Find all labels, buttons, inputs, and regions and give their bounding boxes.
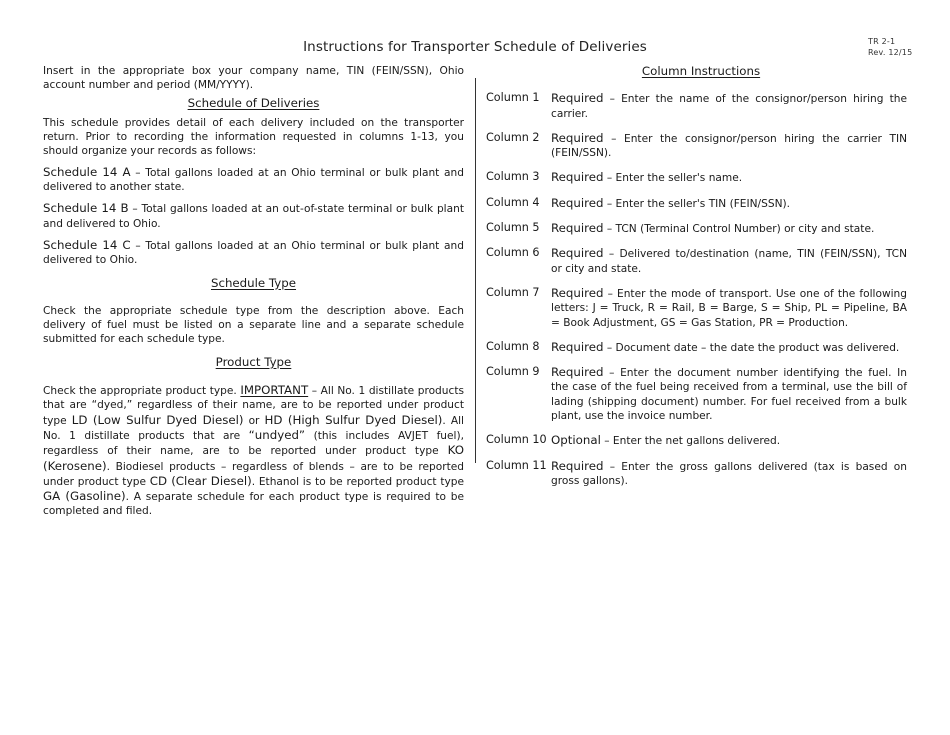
column-description-text: – Enter the mode of transport. Use one of the following letters: J = Truck, R = Rail, B = Barge, S = Ship, PL = Pipeline, BA = Book Adjustment, GS = Gas Station, PR = Production. bbox=[551, 287, 907, 329]
column-description bbox=[551, 433, 907, 448]
product-code-ld: LD (Low Sulfur Dyed Diesel) bbox=[71, 412, 244, 427]
product-text-3: or bbox=[243, 414, 265, 427]
product-code-hd: HD (High Sulfur Dyed Diesel) bbox=[264, 412, 443, 427]
schedule-paragraph: This schedule provides detail of each delivery included on the transporter return. Prior to recording the information requested in columns 1-13, you should organize your records as follows: bbox=[43, 116, 464, 158]
column-label: Column 5 bbox=[486, 221, 540, 235]
column-instruction-row bbox=[486, 286, 907, 330]
column-label: Column 3 bbox=[486, 170, 540, 184]
column-description-text: – Enter the seller's name. bbox=[603, 172, 743, 185]
column-description bbox=[551, 131, 907, 161]
product-text-5: (this includes AVJET fuel), regardless of their name, are to be reported under product type bbox=[43, 429, 464, 458]
column-divider bbox=[475, 78, 476, 463]
product-text-6: . Biodiesel products – regardless of blends – are to be reported under product type bbox=[43, 460, 464, 488]
intro-paragraph: Insert in the appropriate box your company name, TIN (FEIN/SSN), Ohio account number and period (MM/YYYY). bbox=[43, 65, 464, 92]
form-revision: Rev. 12/15 bbox=[868, 48, 913, 57]
column-instruction-row bbox=[486, 365, 907, 423]
column-description-text: – Delivered to/destination (name, TIN (FEIN/SSN), TCN or city and state. bbox=[551, 248, 907, 275]
column-label: Column 7 bbox=[486, 285, 540, 299]
form-code: TR 2-1 bbox=[868, 37, 896, 46]
page-title: Instructions for Transporter Schedule of Deliveries bbox=[303, 39, 647, 55]
product-code-ko: KO (Kerosene) bbox=[43, 443, 464, 473]
right-column bbox=[486, 64, 907, 498]
product-text-4: . All No. 1 distillate products that are bbox=[43, 414, 464, 442]
column-description-text: – Enter the document number identifying the fuel. In the case of the fuel being received from a terminal, use the bill of lading (shipping document) number. For fuel received from a bulk plant, use the invoice number. bbox=[551, 367, 907, 423]
column-description bbox=[551, 246, 907, 276]
column-instruction-row bbox=[486, 131, 907, 161]
column-instruction-row bbox=[486, 170, 907, 185]
column-instruction-row bbox=[486, 91, 907, 121]
requirement-label: Required bbox=[551, 130, 604, 145]
requirement-label: Required bbox=[551, 91, 604, 106]
column-description-text: – Enter the seller's TIN (FEIN/SSN). bbox=[603, 197, 790, 210]
requirement-label: Required bbox=[551, 285, 604, 300]
product-text-7: . Ethanol is to be reported product type bbox=[251, 475, 464, 488]
column-description-text: – Enter the name of the consignor/person hiring the carrier. bbox=[551, 93, 907, 120]
column-description bbox=[551, 459, 907, 489]
column-label: Column 6 bbox=[486, 246, 540, 260]
requirement-label: Required bbox=[551, 365, 604, 380]
column-label: Column 9 bbox=[486, 365, 540, 379]
requirement-label: Required bbox=[551, 458, 604, 473]
column-description-text: – Enter the consignor/person hiring the carrier TIN (FEIN/SSN). bbox=[551, 132, 907, 160]
column-label: Column 2 bbox=[486, 130, 540, 144]
column-label: Column 4 bbox=[486, 195, 540, 209]
column-description bbox=[551, 340, 907, 355]
column-label: Column 8 bbox=[486, 339, 540, 353]
requirement-label: Required bbox=[551, 246, 604, 261]
column-description-text: – Enter the net gallons delivered. bbox=[600, 435, 781, 448]
schedule-14b-name: Schedule 14 B bbox=[43, 201, 129, 216]
column-description bbox=[551, 286, 907, 330]
schedule-of-deliveries-heading: Schedule of Deliveries bbox=[187, 95, 320, 110]
schedule-14c-name: Schedule 14 C bbox=[43, 237, 131, 252]
product-code-ga: GA (Gasoline) bbox=[43, 489, 126, 504]
requirement-label: Required bbox=[551, 170, 604, 185]
schedule-14a-text: – Total gallons loaded at an Ohio terminal or bulk plant and delivered to another state. bbox=[43, 166, 464, 194]
undyed-label: “undyed” bbox=[248, 427, 306, 442]
column-label: Column 11 bbox=[486, 458, 547, 472]
schedule-type-paragraph: Check the appropriate schedule type from the description above. Each delivery of fuel must be listed on a separate line and a separate schedule submitted for each schedule type. bbox=[43, 304, 464, 346]
column-instruction-row bbox=[486, 246, 907, 276]
requirement-label: Required bbox=[551, 339, 604, 354]
column-description bbox=[551, 221, 907, 236]
product-type-heading: Product Type bbox=[215, 354, 292, 369]
product-code-cd: CD (Clear Diesel) bbox=[149, 473, 252, 488]
column-description-text: – Document date – the date the product was delivered. bbox=[603, 341, 900, 354]
column-instruction-row bbox=[486, 459, 907, 489]
column-instructions-heading bbox=[495, 64, 907, 78]
schedule-type-heading: Schedule Type bbox=[210, 275, 297, 290]
column-description bbox=[551, 91, 907, 121]
column-description bbox=[551, 196, 907, 211]
requirement-label: Required bbox=[551, 221, 604, 236]
product-text-2: – All No. 1 distillate products that are “dyed,” regardless of their name, are to be reported under product type bbox=[43, 385, 464, 427]
schedule-14a-name: Schedule 14 A bbox=[43, 164, 131, 179]
product-text-8: . A separate schedule for each product type is required to be completed and filed. bbox=[43, 491, 464, 518]
requirement-label: Optional bbox=[551, 433, 601, 448]
requirement-label: Required bbox=[551, 195, 604, 210]
column-description-text: – TCN (Terminal Control Number) or city and state. bbox=[603, 223, 875, 236]
column-instructions-title: Column Instructions bbox=[641, 64, 761, 78]
schedule-14a bbox=[43, 165, 464, 195]
column-label: Column 10 bbox=[486, 433, 547, 447]
column-instruction-row bbox=[486, 340, 907, 355]
product-text-1: Check the appropriate product type. bbox=[43, 385, 241, 398]
column-description bbox=[551, 365, 907, 423]
column-instruction-row bbox=[486, 196, 907, 211]
schedule-14b-text: – Total gallons loaded at an out-of-state terminal or bulk plant and delivered to Ohio. bbox=[43, 203, 464, 230]
column-instruction-row bbox=[486, 433, 907, 448]
column-description-text: – Enter the gross gallons delivered (tax is based on gross gallons). bbox=[551, 460, 907, 487]
column-label: Column 1 bbox=[486, 91, 540, 105]
schedule-14c-text: – Total gallons loaded at an Ohio terminal or bulk plant and delivered to Ohio. bbox=[43, 239, 464, 267]
left-column bbox=[43, 64, 464, 519]
product-type-paragraph bbox=[43, 383, 464, 519]
schedule-14b bbox=[43, 201, 464, 231]
important-label: IMPORTANT bbox=[240, 383, 309, 398]
column-description bbox=[551, 170, 907, 185]
schedule-14c bbox=[43, 238, 464, 268]
column-instruction-row bbox=[486, 221, 907, 236]
